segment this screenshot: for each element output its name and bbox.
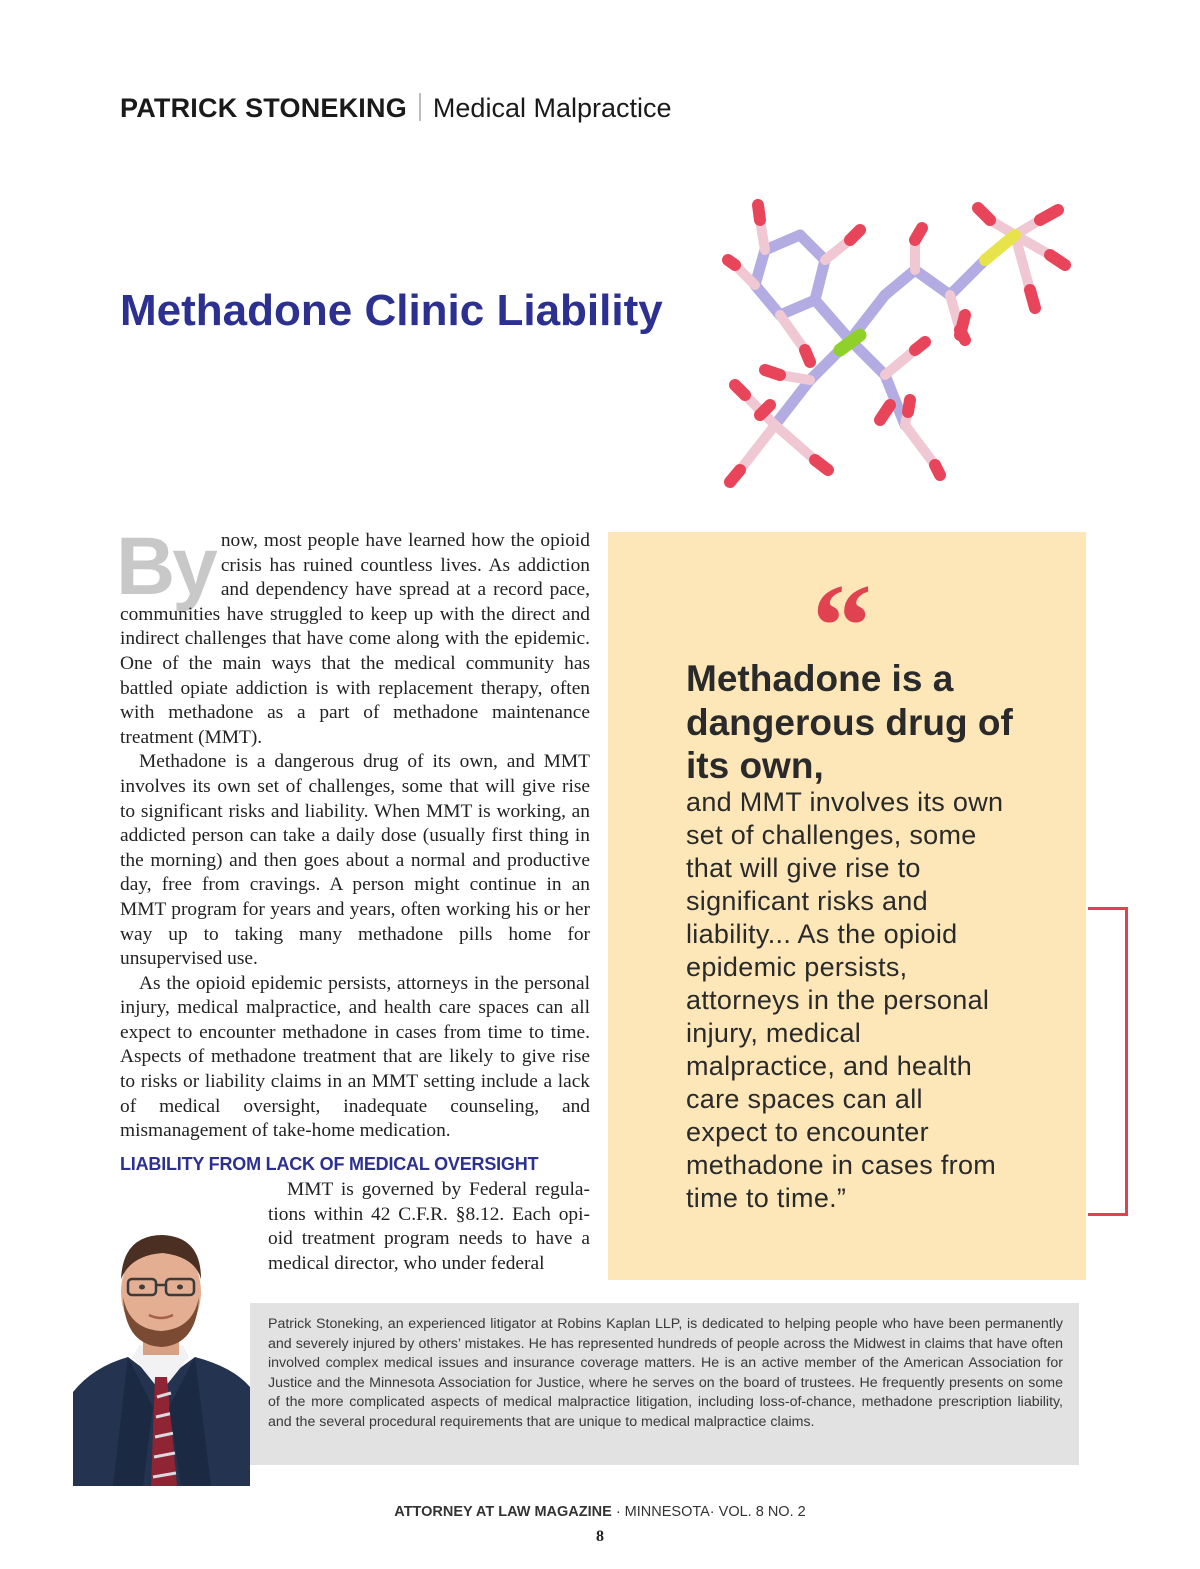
section-subhead: LIABILITY FROM LACK OF MEDICAL OVERSIGHT xyxy=(120,1154,539,1174)
quote-mark-icon: “ xyxy=(812,559,872,692)
body-paragraph: Methadone is a dangerous drug of its own, and MMT involves its own set of challenges, some that will give rise to significant risks and liability. When MMT is working, an addicted person can take a daily dose (usually first thing in the morning) and then goes about a normal and productive day, free from cravings. A person might continue in an MMT program for years and years, often working his or her way up to taking many methadone pills home for unsupervised use. xyxy=(120,751,590,970)
header-divider xyxy=(419,93,421,121)
author-photo xyxy=(73,1217,250,1486)
body-paragraph: now, most people have learned how the opioid crisis has ruined countless lives. As addiction and dependency have spread at a record pace, communities have struggled to keep up with the direct and indirect challenges that have come along with the epidemic. One of the main ways that the medical community has battled opiate addiction is with replacement therapy, often with methadone as a part of methadone maintenance treatment (MMT). xyxy=(120,530,590,748)
page-header xyxy=(120,93,672,124)
pullquote-lead: Methadone is a dangerous drug of its own, xyxy=(686,658,1013,786)
page-footer xyxy=(0,1504,1200,1520)
footer-magazine: ATTORNEY AT LAW MAGAZINE xyxy=(394,1504,612,1520)
article-body xyxy=(116,521,590,1144)
molecule-illustration xyxy=(700,180,1090,500)
body-paragraph: As the opioid epidemic persists, attorneys in the personal injury, medical malpractice, and health care spaces can all expect to encounter methadone in cases from time to time. Aspects of methadone treatment that are likely to give rise to risks or liability claims in an MMT setting include a lack of medical oversight, inadequate counseling, and mismanagement of take-home medication. xyxy=(120,972,590,1142)
header-section: Medical Malpractice xyxy=(432,93,672,123)
pullquote-text: and MMT involves its own set of challenges, some that will give rise to significant risks and liability... As the opioid epidemic persists, attorneys in the personal injury, medical malpractice, and health care spaces can all expect to encounter methadone in cases from time to time.” xyxy=(686,787,1004,1213)
footer-issue: · MINNESOTA· VOL. 8 NO. 2 xyxy=(615,1504,806,1520)
body-paragraph: MMT is governed by Federal regulations within 42 C.F.R. §8.12. Each opioid treatment program needs to have a medical director, who under federal xyxy=(268,1179,590,1274)
drop-cap: By xyxy=(116,521,215,612)
author-bio: Patrick Stoneking, an experienced litigator at Robins Kaplan LLP, is dedicated to helping people who have been permanently and severely injured by others’ mistakes. He has represented hundreds of people across the Midwest in claims that have often involved complex medical issues and insurance coverage matters. He is an active member of the American Association for Justice and the Minnesota Association for Justice, where he serves on the board of trustees. He frequently presents on some of the more complicated aspects of medical malpractice litigation, including loss-of-chance, methadone prescription liability, and the several procedural requirements that are unique to medical malpractice claims. xyxy=(268,1316,1063,1430)
page-number: 8 xyxy=(596,1528,604,1545)
article-body-continued xyxy=(268,1178,590,1276)
header-author: PATRICK STONEKING xyxy=(120,93,407,123)
accent-bracket xyxy=(1088,907,1128,1216)
article-title: Methadone Clinic Liability xyxy=(120,286,663,335)
